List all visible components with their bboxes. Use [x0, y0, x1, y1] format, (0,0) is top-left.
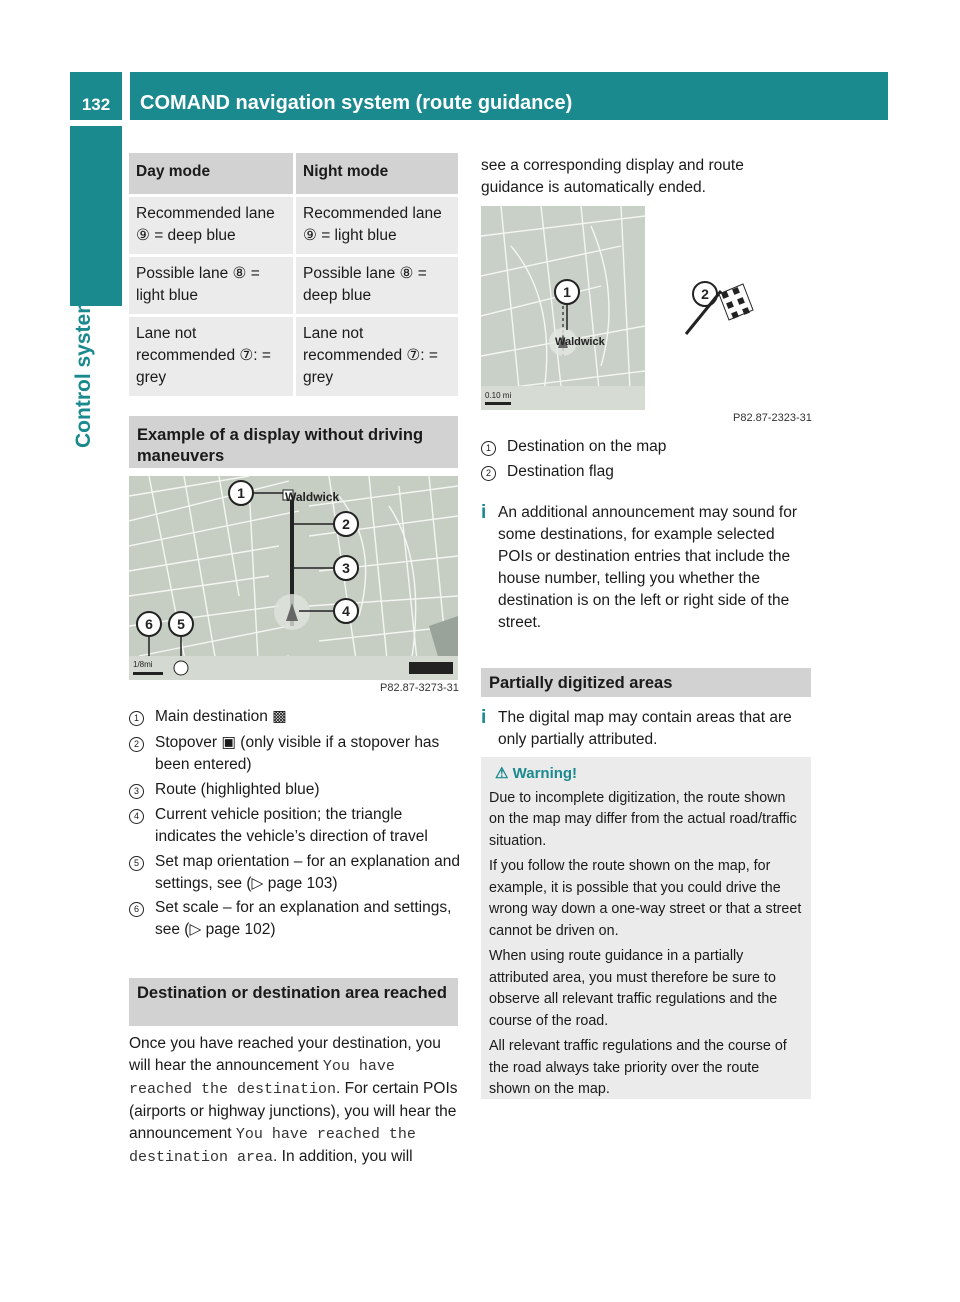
info-note	[481, 707, 811, 751]
table-row	[129, 314, 458, 396]
checkered-flag-icon	[719, 284, 753, 320]
item-text: Main destination ▩	[155, 708, 287, 725]
mode-table	[129, 153, 458, 396]
announcement-code: You have reached the destination area	[129, 1126, 416, 1166]
paragraph-text: . For certain POIs (airports or highway junctions), you will hear the announcement	[129, 1080, 458, 1142]
table-cell: Possible lane ⑧ = light blue	[129, 254, 296, 314]
list-item	[129, 732, 461, 775]
callout-label: 6	[145, 616, 153, 632]
callout-label: 2	[342, 516, 350, 532]
item-text: Destination on the map	[507, 438, 667, 455]
item-number: 5	[129, 856, 144, 871]
chapter-title: COMAND navigation system (route guidance)	[130, 72, 888, 120]
list-item	[129, 804, 461, 847]
info-text: An additional announcement may sound for some destinations, for example selected POIs or destination entries that include the house number, telling you whether the destination is on the left or right side of the street.	[498, 504, 798, 631]
item-text: Destination flag	[507, 463, 614, 480]
list-item	[129, 897, 461, 940]
table-cell: Possible lane ⑧ = deep blue	[296, 254, 458, 314]
side-label: Control systems	[72, 283, 95, 448]
info-text: The digital map may contain areas that are only partially attributed.	[498, 709, 792, 748]
table-cell: Recommended lane ⑨ = light blue	[296, 194, 458, 254]
table-cell: Lane not recommended ⑦: = grey	[129, 314, 296, 396]
info-note	[481, 502, 811, 634]
section-heading: Example of a display without driving maneuvers	[129, 416, 458, 468]
callout-label: 5	[177, 616, 185, 632]
callout-label: 4	[342, 603, 350, 619]
map-scale-label: 1/8mi	[133, 660, 153, 669]
item-number: 6	[129, 902, 144, 917]
item-number: 2	[129, 737, 144, 752]
list-item	[129, 706, 461, 728]
item-number: 3	[129, 784, 144, 799]
table-cell: Lane not recommended ⑦: = grey	[296, 314, 458, 396]
warning-paragraph: All relevant traffic regulations and the course of the road always take priority over the route shown on the map.	[489, 1038, 787, 1097]
item-text: Stopover ▣ (only visible if a stopover has been entered)	[155, 734, 440, 773]
info-icon: i	[481, 502, 487, 523]
paragraph-continued: see a corresponding display and route guidance is automatically ended.	[481, 157, 744, 196]
list-item	[481, 436, 811, 458]
warning-paragraph: Due to incomplete digitization, the route shown on the map may differ from the actual road/traffic situation.	[489, 789, 797, 849]
list-item	[129, 779, 461, 801]
warning-paragraph: When using route guidance in a partially attributed area, you must therefore be sure to observe all relevant traffic regulations and the course of the road.	[489, 948, 778, 1029]
callout-label: 3	[342, 560, 350, 576]
table-row	[129, 194, 458, 254]
section-heading: Destination or destination area reached	[129, 978, 458, 1026]
paragraph	[129, 1033, 461, 1169]
item-number: 1	[129, 711, 144, 726]
item-text: Set map orientation – for an explanation and settings, see (▷ page 103)	[155, 853, 461, 892]
warning-icon: ⚠	[495, 765, 509, 782]
paragraph-text: . In addition, you will	[273, 1148, 413, 1165]
warning-box	[481, 757, 811, 1099]
callout-label: 1	[563, 284, 571, 300]
map-figure-destination	[481, 206, 811, 410]
figure-code: P82.87-2323-31	[733, 412, 812, 424]
table-row	[129, 254, 458, 314]
table-header: Day mode	[129, 153, 296, 194]
section-heading: Partially digitized areas	[481, 668, 811, 697]
paragraph-text: Once you have reached your destination, you will hear the announcement	[129, 1035, 441, 1074]
warning-paragraph: If you follow the route shown on the map, for example, it is possible that you could drive the wrong way down a one-way street or that a street cannot be driven on.	[489, 858, 802, 939]
map-figure-route	[129, 476, 458, 680]
map-place-label: Waldwick	[285, 490, 340, 504]
figure-code: P82.87-3273-31	[380, 682, 459, 694]
map-scale-label: 0.10 mi	[485, 391, 512, 400]
list-item	[129, 851, 461, 894]
item-number: 4	[129, 809, 144, 824]
item-number: 2	[481, 466, 496, 481]
item-text: Set scale – for an explanation and settings, see (▷ page 102)	[155, 899, 452, 938]
warning-title: Warning!	[512, 765, 578, 782]
info-icon: i	[481, 707, 487, 728]
callout-label: 1	[237, 485, 245, 501]
item-text: Route (highlighted blue)	[155, 781, 320, 798]
item-text: Current vehicle position; the triangle indicates the vehicle’s direction of travel	[155, 806, 428, 845]
table-cell: Recommended lane ⑨ = deep blue	[129, 194, 296, 254]
page-number: 132	[70, 72, 122, 120]
announcement-code: You have reached the destination	[129, 1058, 395, 1098]
map-place-label: Waldwick	[555, 336, 605, 348]
list-item	[481, 461, 811, 483]
callout-label: 2	[701, 286, 709, 302]
table-header: Night mode	[296, 153, 458, 194]
item-number: 1	[481, 441, 496, 456]
